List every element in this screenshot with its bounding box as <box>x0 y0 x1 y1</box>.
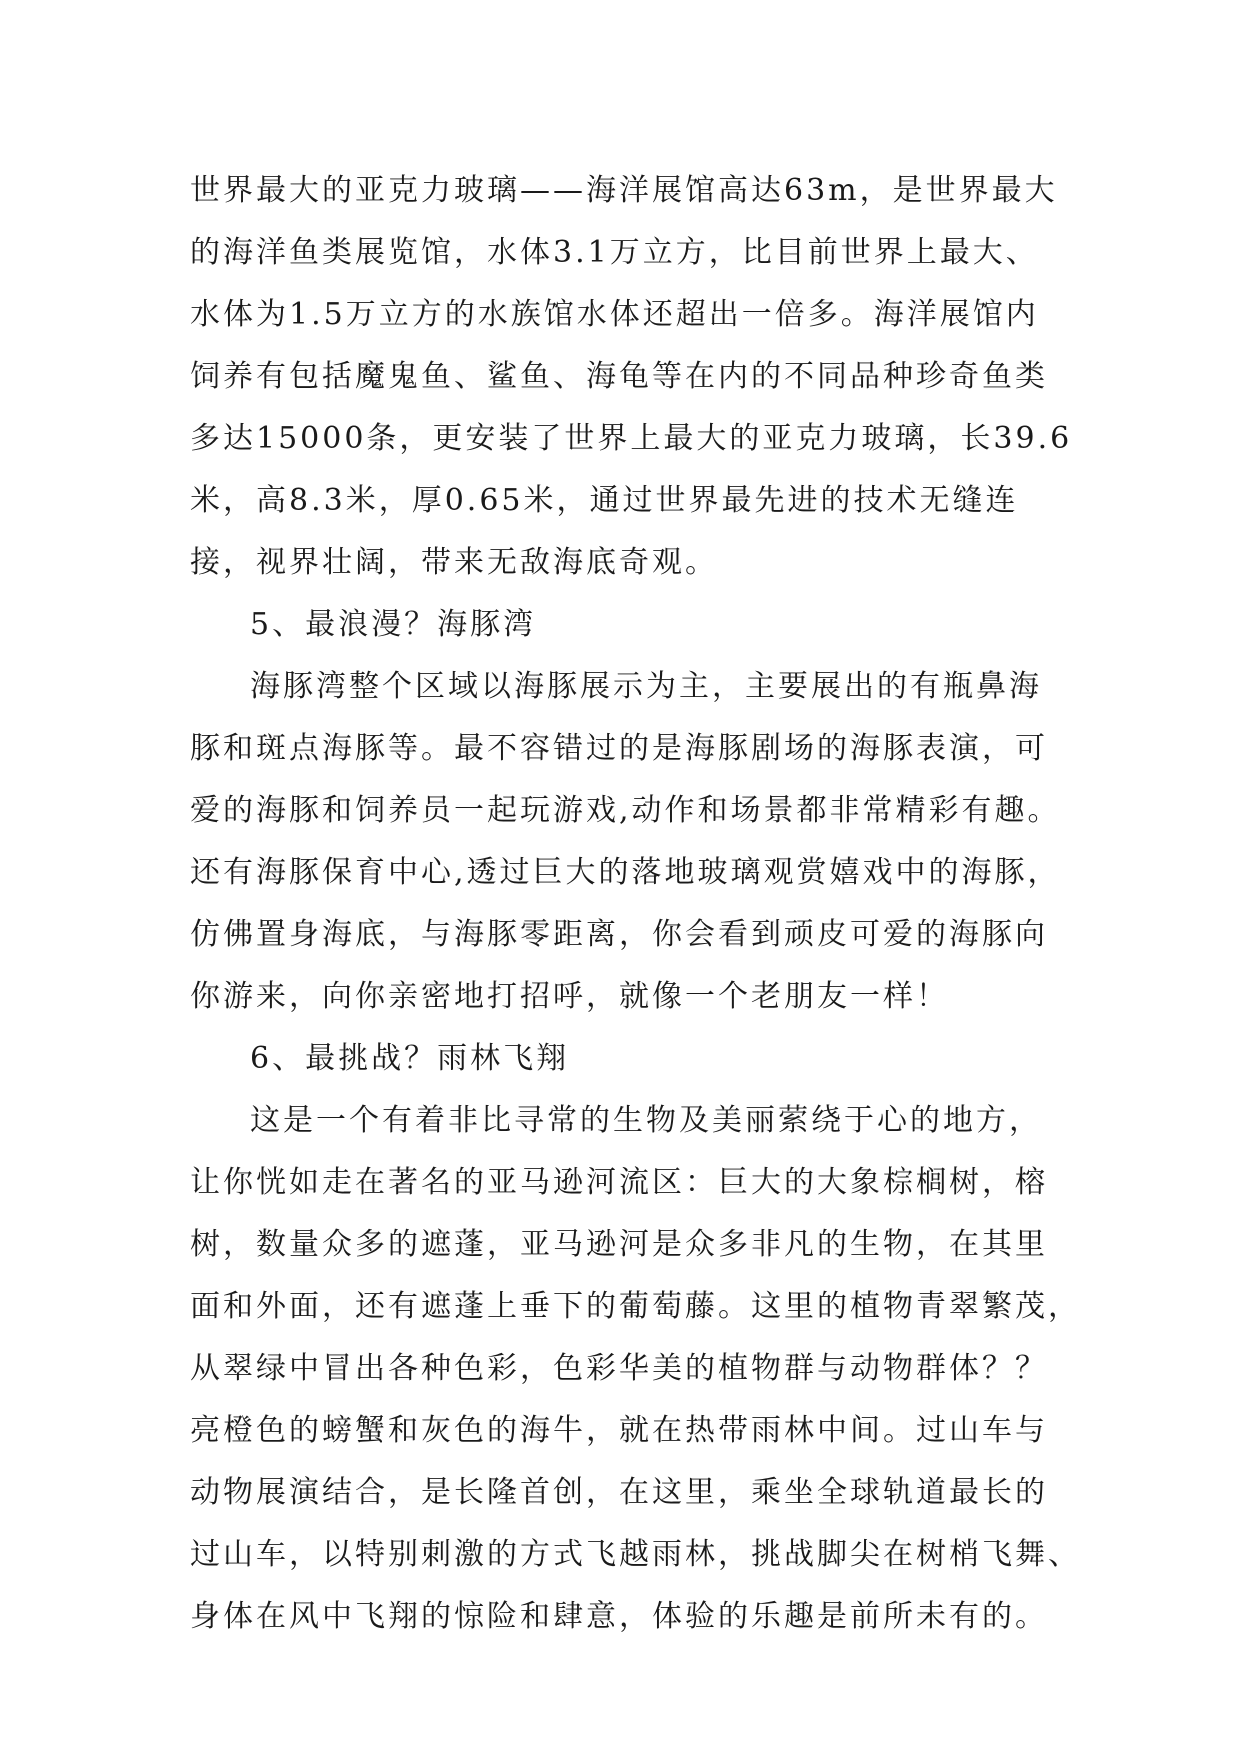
text-line: 水体为1.5万立方的水族馆水体还超出一倍多。海洋展馆内 <box>190 297 1039 332</box>
text-line: 米，高8.3米，厚0.65米，通过世界最先进的技术无缝连 <box>190 483 1019 518</box>
text-line: 树，数量众多的遮蓬，亚马逊河是众多非凡的生物，在其里 <box>190 1227 1048 1262</box>
text-line: 豚和斑点海豚等。最不容错过的是海豚剧场的海豚表演，可 <box>190 731 1048 766</box>
paragraph-ocean-hall <box>190 160 1073 594</box>
text-line: 让你恍如走在著名的亚马逊河流区：巨大的大象棕榈树，榕 <box>190 1165 1048 1200</box>
text-line: 过山车，以特别刺激的方式飞越雨林，挑战脚尖在树梢飞舞、 <box>190 1537 1081 1572</box>
text-line: 爱的海豚和饲养员一起玩游戏,动作和场景都非常精彩有趣。 <box>190 793 1061 828</box>
text-line: 这是一个有着非比寻常的生物及美丽萦绕于心的地方， <box>250 1103 1042 1138</box>
text-line: 从翠绿中冒出各种色彩，色彩华美的植物群与动物群体？？ <box>190 1351 1048 1386</box>
paragraph-rainforest <box>190 1090 1081 1648</box>
text-line: 动物展演结合，是长隆首创，在这里，乘坐全球轨道最长的 <box>190 1475 1048 1510</box>
text-line: 你游来，向你亲密地打招呼，就像一个老朋友一样！ <box>190 979 949 1014</box>
text-line: 海豚湾整个区域以海豚展示为主，主要展出的有瓶鼻海 <box>250 669 1042 704</box>
text-line: 身体在风中飞翔的惊险和肆意，体验的乐趣是前所未有的。 <box>190 1599 1048 1634</box>
text-line: 仿佛置身海底，与海豚零距离，你会看到顽皮可爱的海豚向 <box>190 917 1048 952</box>
text-line: 饲养有包括魔鬼鱼、鲨鱼、海龟等在内的不同品种珍奇鱼类 <box>190 359 1048 394</box>
section-heading-rainforest: 6、最挑战？雨林飞翔 <box>250 1041 570 1076</box>
section-heading-dolphin-bay: 5、最浪漫？海豚湾 <box>250 607 537 642</box>
text-line: 还有海豚保育中心,透过巨大的落地玻璃观赏嬉戏中的海豚， <box>190 855 1061 890</box>
text-line: 多达15000条，更安装了世界上最大的亚克力玻璃，长39.6 <box>190 421 1073 456</box>
paragraph-dolphin-bay <box>190 656 1070 1028</box>
text-line: 面和外面，还有遮蓬上垂下的葡萄藤。这里的植物青翠繁茂， <box>190 1289 1081 1324</box>
text-line: 的海洋鱼类展览馆，水体3.1万立方，比目前世界上最大、 <box>190 235 1039 270</box>
text-line: 亮橙色的螃蟹和灰色的海牛，就在热带雨林中间。过山车与 <box>190 1413 1048 1448</box>
text-line: 世界最大的亚克力玻璃——海洋展馆高达63m，是世界最大 <box>190 173 1058 208</box>
document-body <box>190 160 1081 1648</box>
text-line: 接，视界壮阔，带来无敌海底奇观。 <box>190 545 718 580</box>
